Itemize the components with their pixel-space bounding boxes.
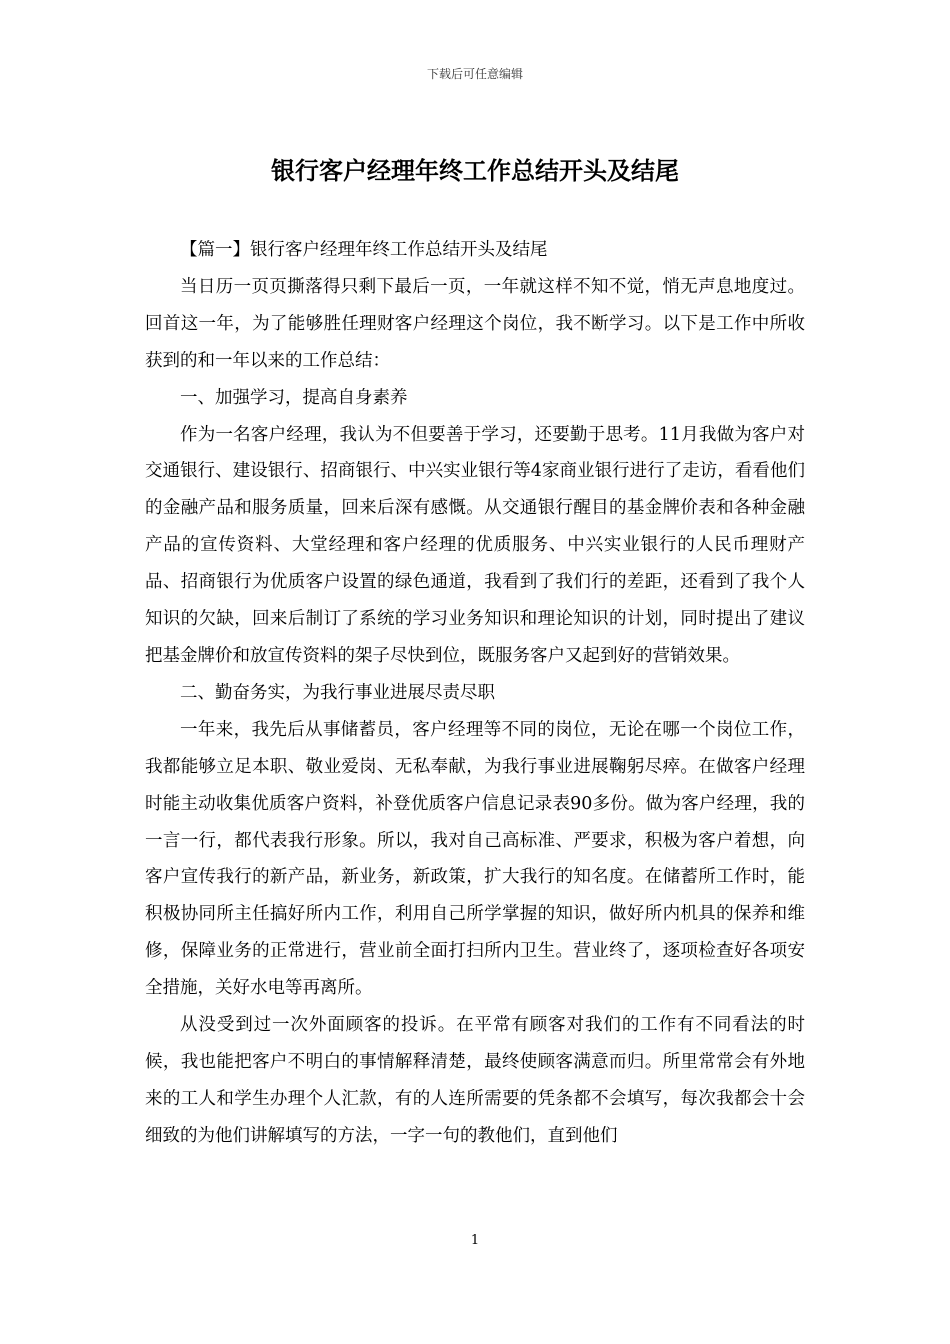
intro-paragraph: 当日历一页页撕落得只剩下最后一页，一年就这样不知不觉，悄无声息地度过。回首这一年，为了能够胜任理财客户经理这个岗位，我不断学习。以下是工作中所收获到的和一年以来的工作总结：: [145, 276, 805, 371]
section-heading-1: 一、加强学习，提高自身素养: [180, 387, 408, 408]
page-number: 1: [470, 1233, 480, 1248]
page-header-note: 下载后可任意编辑: [426, 67, 523, 81]
section-heading-part-one: 【篇一】银行客户经理年终工作总结开头及结尾: [180, 240, 548, 260]
section-heading-2: 二、勤奋务实，为我行事业进展尽责尽职: [180, 682, 495, 703]
body-paragraph-study: 作为一名客户经理，我认为不但要善于学习，还要勤于思考。11月我做为客户对交通银行、建设银行、招商银行、中兴实业银行等4家商业银行进行了走访，看看他们的金融产品和服务质量，回来后深有感慨。从交通银行醒目的基金牌价表和各种金融产品的宣传资料、大堂经理和客户经理的优质服务、中兴实业银行的人民币理财产品、招商银行为优质客户设置的绿色通道，我看到了我们行的差距，还看到了我个人知识的欠缺，回来后制订了系统的学习业务知识和理论知识的计划，同时提出了建议把基金牌价和放宣传资料的架子尽快到位，既服务客户又起到好的营销效果。: [145, 424, 805, 666]
document-title: 银行客户经理年终工作总结开头及结尾: [271, 156, 679, 185]
body-paragraph-service: 从没受到过一次外面顾客的投诉。在平常有顾客对我们的工作有不同看法的时候，我也能把客户不明白的事情解释清楚，最终使顾客满意而归。所里常常会有外地来的工人和学生办理个人汇款，有的人连所需要的凭条都不会填写，每次我都会十会细致的为他们讲解填写的方法，一字一句的教他们，直到他们: [145, 1015, 805, 1146]
document-body: [145, 232, 805, 1155]
body-paragraph-work: 一年来，我先后从事储蓄员，客户经理等不同的岗位，无论在哪一个岗位工作，我都能够立足本职、敬业爱岗、无私奉献，为我行事业进展鞠躬尽瘁。在做客户经理时能主动收集优质客户资料，补登优质客户信息记录表90多份。做为客户经理，我的一言一行，都代表我行形象。所以，我对自己高标准、严要求，积极为客户着想，向客户宣传我行的新产品，新业务，新政策，扩大我行的知名度。在储蓄所工作时，能积极协同所主任搞好所内工作，利用自己所学掌握的知识，做好所内机具的保养和维修，保障业务的正常进行，营业前全面打扫所内卫生。营业终了，逐项检查好各项安全措施，关好水电等再离所。: [145, 719, 805, 999]
